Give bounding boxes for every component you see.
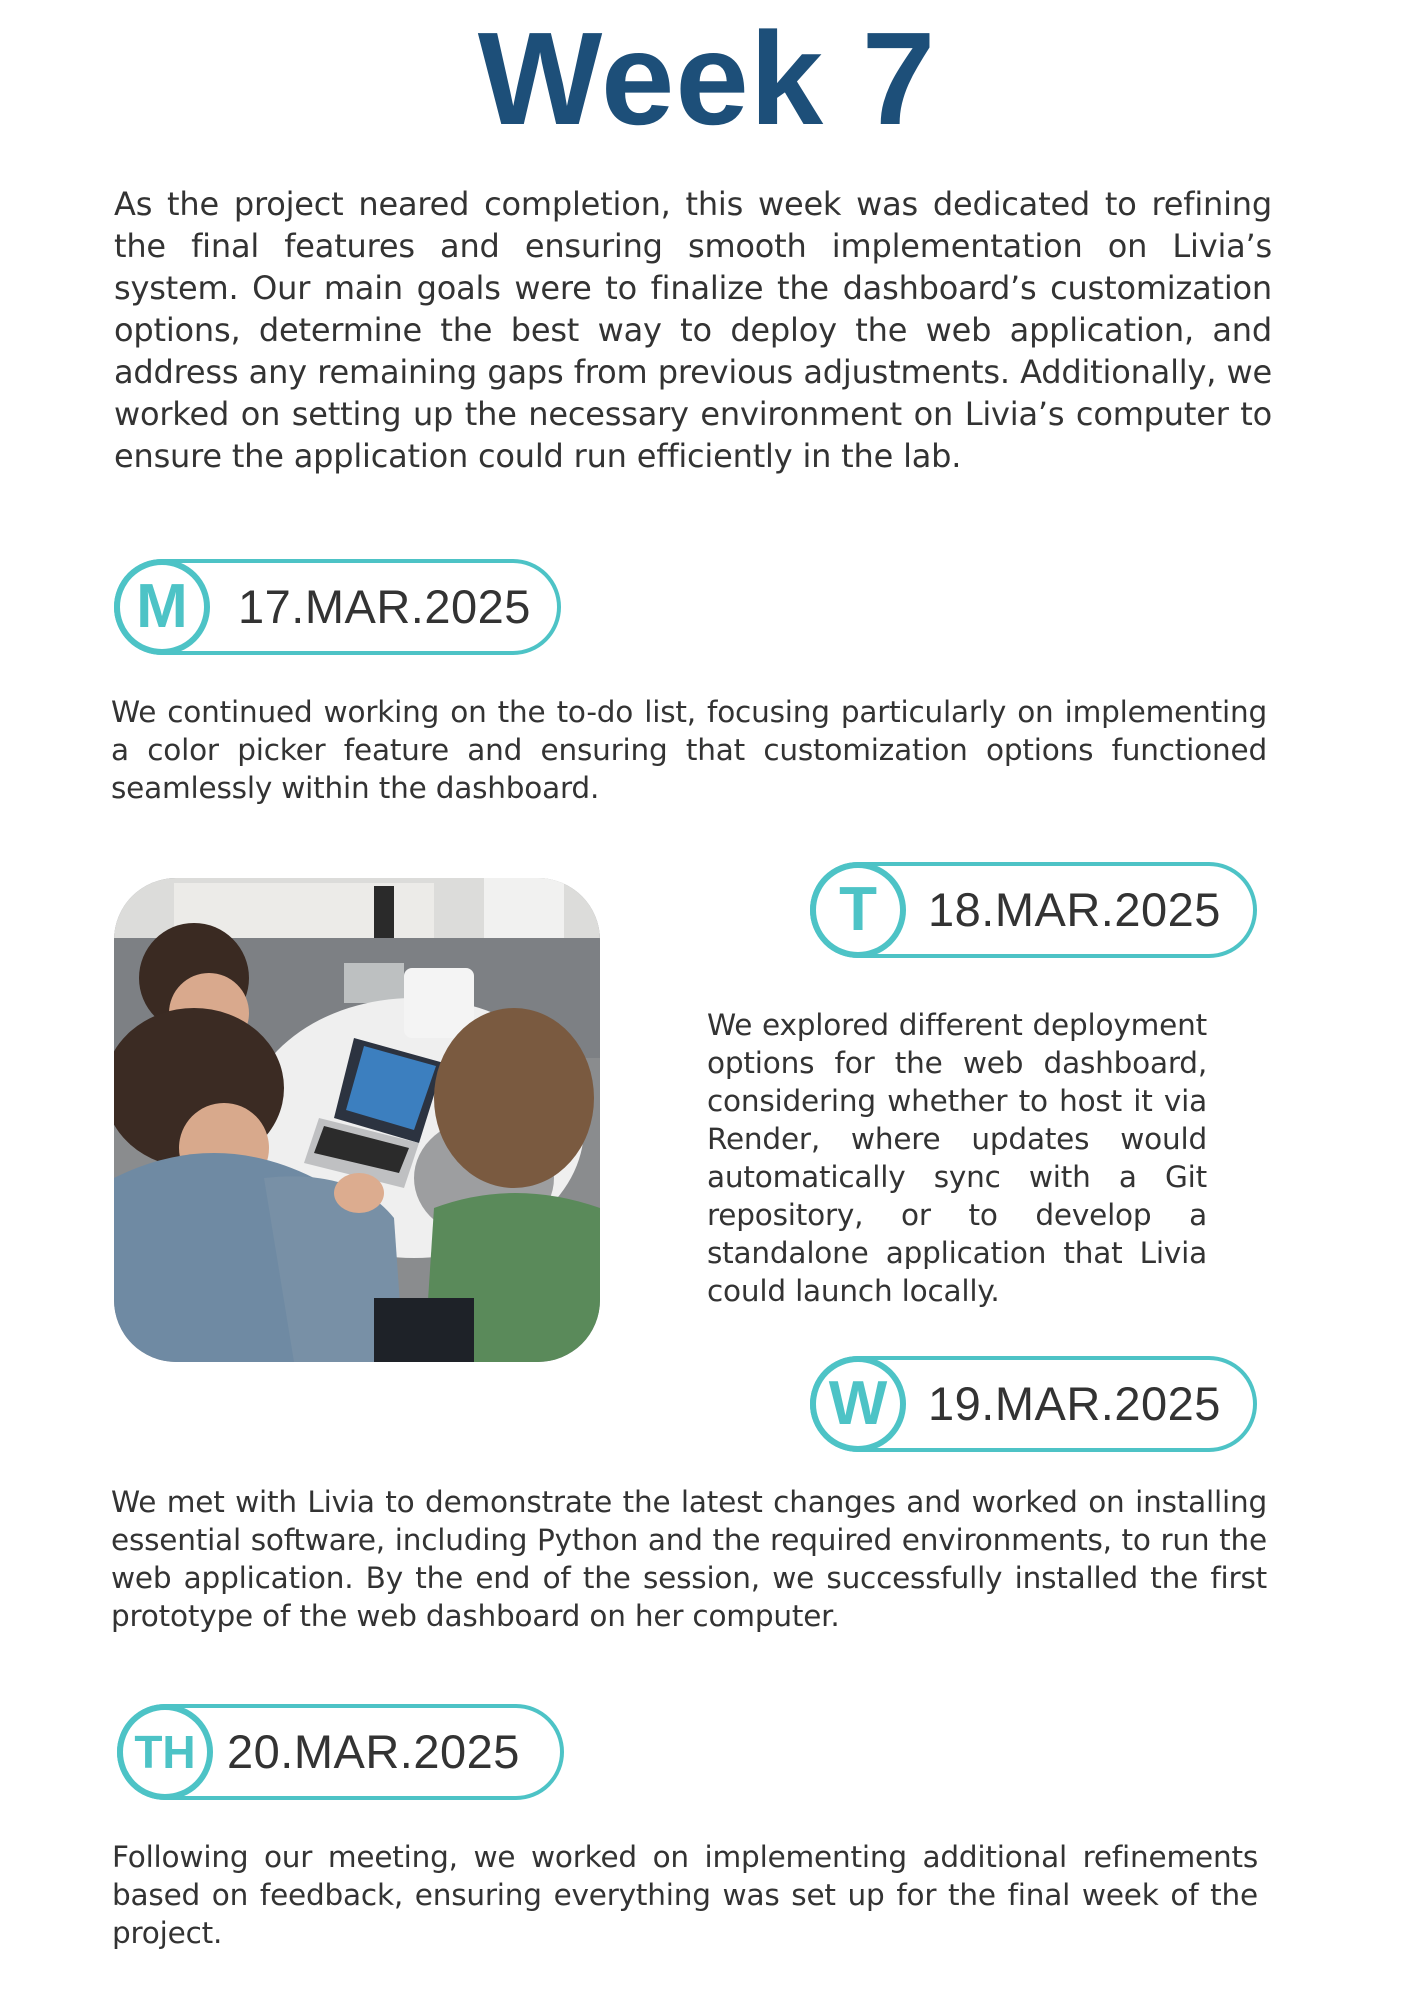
day-letter-circle: T (810, 862, 906, 958)
day-date: 20.MAR.2025 (227, 1725, 520, 1778)
day-letter-circle: W (810, 1356, 906, 1452)
day-date: 17.MAR.2025 (238, 580, 531, 633)
day-text-thursday: Following our meeting, we worked on implementing additional refinements based on feedback, ensuring everything was set up for the final week of the project. (112, 1840, 1258, 1950)
day-text-monday: We continued working on the to-do list, focusing particularly on implementing a color picker feature and ensuring that customization options functioned seamlessly within the dashboard. (111, 695, 1267, 805)
team-photo-image (114, 878, 600, 1362)
team-photo (114, 878, 600, 1362)
day-text-wednesday: We met with Livia to demonstrate the latest changes and worked on installing essential software, including Python and the required environments, to run the web application. By the end of the session, we successfully installed the first prototype of the web dashboard on her computer. (111, 1485, 1267, 1633)
day-date: 18.MAR.2025 (928, 883, 1221, 936)
intro-paragraph: As the project neared completion, this week was dedicated to refining the final features and ensuring smooth implementation on Livia’s system. Our main goals were to finalize the dashboard’s customization options, determine the best way to deploy the web application, and address any remaining gaps from previous adjustments. Additionally, we worked on setting up the necessary environment on Livia’s computer to ensure the application could run efficiently in the lab. (114, 185, 1272, 475)
day-letter-circle: M (114, 559, 210, 655)
page-title: Week 7 (477, 5, 937, 152)
day-badge-thursday (117, 1704, 564, 1800)
day-letter-circle: TH (117, 1704, 213, 1800)
day-date: 19.MAR.2025 (928, 1377, 1221, 1430)
day-badge-tuesday (810, 862, 1257, 958)
day-badge-wednesday (810, 1356, 1257, 1452)
day-text-tuesday: We explored different deployment options for the web dashboard, considering whether to host it via Render, where updates would automatically sync with a Git repository, or to develop a standalone application that Livia could launch locally. (707, 1008, 1207, 1308)
day-badge-monday (114, 559, 561, 655)
